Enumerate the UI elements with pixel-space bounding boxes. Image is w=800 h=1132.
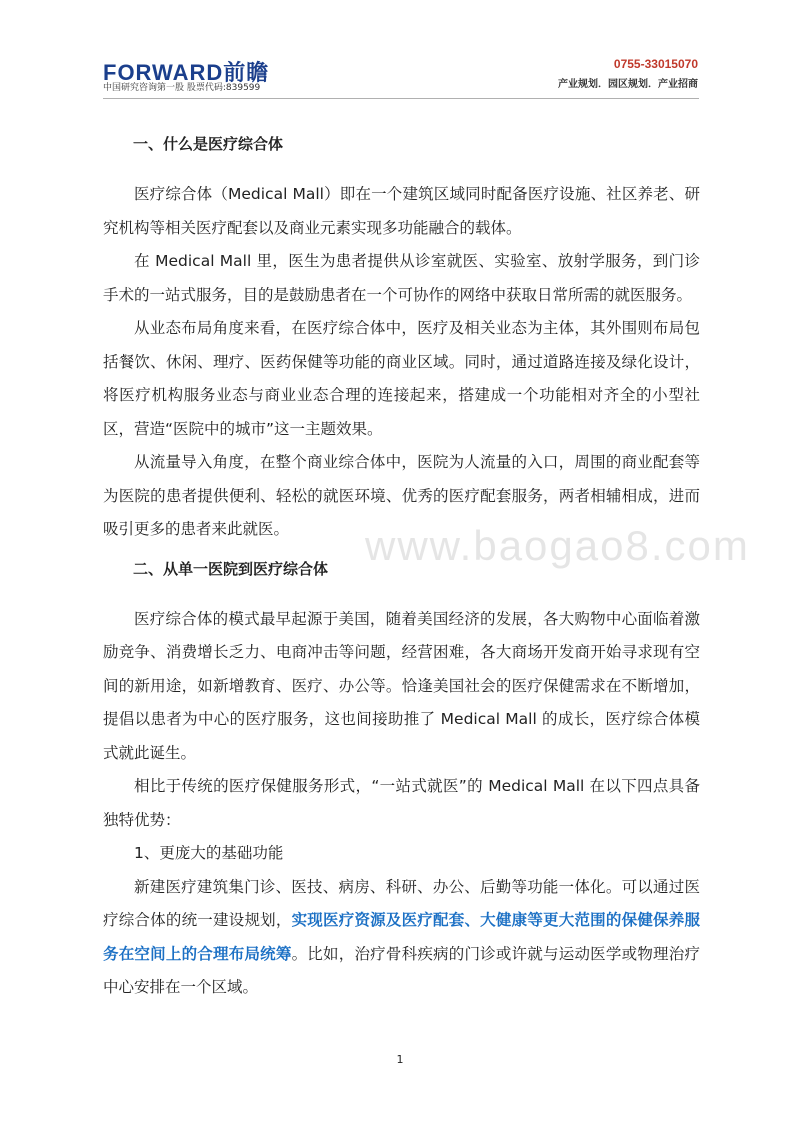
section-heading-1: 一、什么是医疗综合体 <box>133 135 284 153</box>
highlighted-text: 实现医疗资源及医疗配套、大健康等更大范围的保健保养服务在空间上的合理布局统筹 <box>103 911 700 963</box>
header-divider <box>103 98 699 99</box>
paragraph: 医疗综合体（Medical Mall）即在一个建筑区域同时配备医疗设施、社区养老、研究机构等相关医疗配套以及商业元素实现多功能融合的载体。 <box>103 185 700 237</box>
paragraph-with-highlight <box>103 871 700 1005</box>
text-segment: 新建医疗建筑集门诊、医技、病房、科研、办公、后勤等功能一体化。可以通过医疗综合体的统一建设规划， <box>103 877 700 929</box>
page-number: 1 <box>396 1053 404 1066</box>
logo-latin: FORWARD <box>103 60 224 85</box>
watermark: www.baogao8.com <box>365 522 750 569</box>
company-tagline: 中国研究咨询第一股 股票代码:839599 <box>103 83 261 93</box>
phone-number: 0755-33015070 <box>613 57 698 71</box>
logo-cn: 前瞻 <box>223 61 270 86</box>
paragraph: 从流量导入角度，在整个商业综合体中，医院为人流量的入口，周围的商业配套等为医院的患者提供便利、轻松的就医环境、优秀的医疗配套服务，两者相辅相成，进而吸引更多的患者来此就医。 <box>103 453 700 538</box>
services-line: 产业规划．园区规划．产业招商 <box>558 79 698 90</box>
paragraph: 相比于传统的医疗保健服务形式，“一站式就医”的 Medical Mall 在以下四点具备独特优势： <box>103 777 700 829</box>
paragraph: 从业态布局角度来看，在医疗综合体中，医疗及相关业态为主体，其外围则布局包括餐饮、休闲、理疗、医药保健等功能的商业区域。同时，通过道路连接及绿化设计，将医疗机构服务业态与商业业态合理的连接起来，搭建成一个功能相对齐全的小型社区，营造“医院中的城市”这一主题效果。 <box>103 319 700 438</box>
text-segment: 。比如，治疗骨科疾病的门诊或许就与运动医学或物理治疗中心安排在一个区域。 <box>103 944 700 996</box>
paragraph: 在 Medical Mall 里，医生为患者提供从诊室就医、实验室、放射学服务，到门诊手术的一站式服务，目的是鼓励患者在一个可协作的网络中获取日常所需的就医服务。 <box>103 252 700 304</box>
document-body <box>103 130 700 1005</box>
paragraph: 医疗综合体的模式最早起源于美国，随着美国经济的发展，各大购物中心面临着激励竞争、消费增长乏力、电商冲击等问题，经营困难，各大商场开发商开始寻求现有空间的新用途，如新增教育、医疗、办公等。恰逢美国社会的医疗保健需求在不断增加，提倡以患者为中心的医疗服务，这也间接助推了 Medical Mall 的成长，医疗综合体模式就此诞生。 <box>103 609 700 762</box>
subheading: 1、更庞大的基础功能 <box>134 844 284 862</box>
page-header <box>0 0 800 110</box>
section-heading-2: 二、从单一医院到医疗综合体 <box>133 559 329 578</box>
